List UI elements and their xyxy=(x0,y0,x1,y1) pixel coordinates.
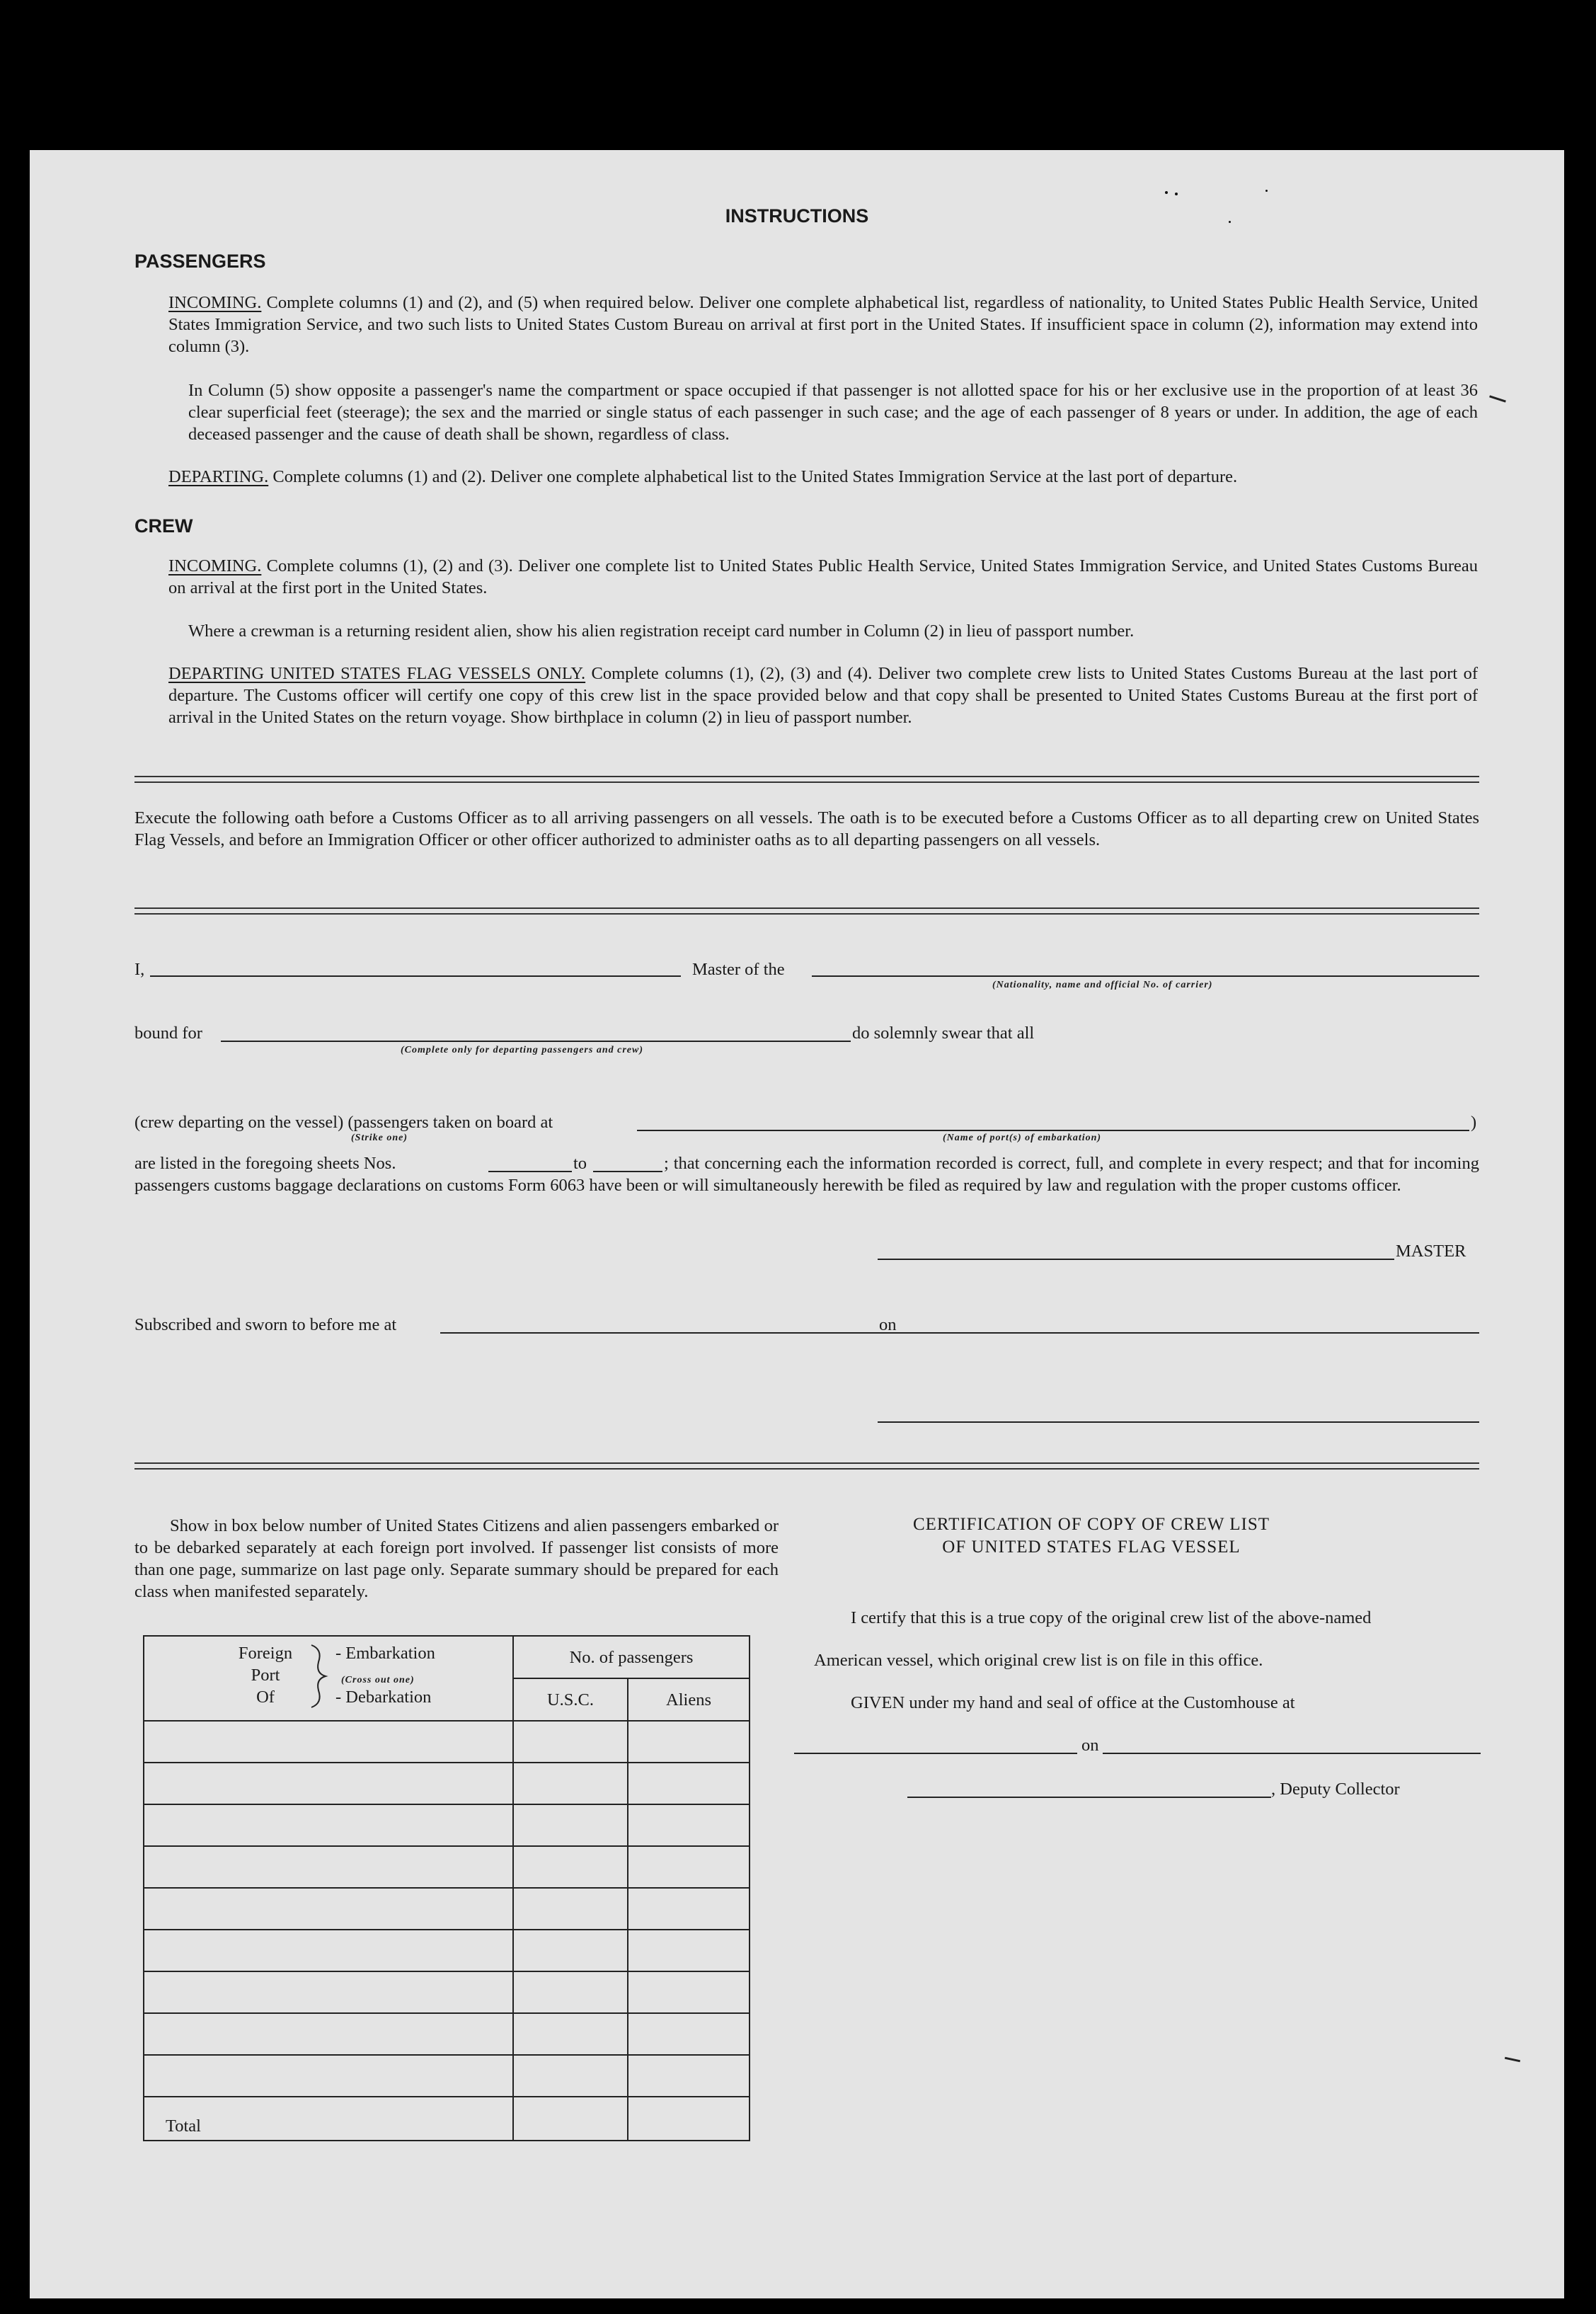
aliens-cell[interactable] xyxy=(628,1888,750,1930)
aliens-cell[interactable] xyxy=(628,1763,750,1804)
cert-date-field[interactable] xyxy=(1103,1753,1481,1754)
passengers-column5-paragraph: In Column (5) show opposite a passenger's name the compartment or space occupied if that passenger is not allotted space for his or her exclusive use in the proportion of at least 36 clear superficial feet (steerage); the sex and the married or single status of each passenger in such case; and the age of each passenger of 8 years or under. In addition, the age of each deceased passenger and the cause of death shall be shown, regardless of class. xyxy=(188,381,1478,444)
section-divider-1 xyxy=(134,776,1479,783)
port-cell[interactable] xyxy=(144,1846,513,1888)
aliens-cell[interactable] xyxy=(628,1971,750,2013)
table-row xyxy=(144,1721,750,1763)
listed-prefix: are listed in the foregoing sheets Nos. xyxy=(134,1154,396,1173)
passengers-incoming-text: Complete columns (1) and (2), and (5) when required below. Deliver one complete alphabetical list, regardless of nationality, to United States Public Health Service, United States Immigration Service, and two such lists to United States Custom Bureau on arrival at first port in the United States. If insufficient space in column (2), information may extend into column (3). xyxy=(168,293,1479,356)
usc-cell[interactable] xyxy=(513,1804,628,1846)
passengers-heading: PASSENGERS xyxy=(134,251,266,272)
no-passengers-header: No. of passengers xyxy=(513,1636,750,1678)
oath-instructions: Execute the following oath before a Customs Officer as to all arriving passengers on all vessels. The oath is to be executed before a Customs Officer as to all departing crew on United States Flag Vessels, and before an Immigration Officer or other officer authorized to administer oaths as to all departing passengers on all vessels. xyxy=(134,808,1479,849)
subscribed-date-field[interactable] xyxy=(903,1332,1479,1334)
aliens-total-cell[interactable] xyxy=(628,2097,750,2141)
passenger-summary-table xyxy=(143,1635,750,2141)
port-cell[interactable] xyxy=(144,1888,513,1930)
usc-cell[interactable] xyxy=(513,1763,628,1804)
deputy-label: , Deputy Collector xyxy=(1271,1780,1400,1799)
scan-mark xyxy=(1489,395,1506,402)
aliens-cell[interactable] xyxy=(628,1846,750,1888)
embarkation-label: - Embarkation xyxy=(335,1644,435,1663)
port-cell[interactable] xyxy=(144,1971,513,2013)
scan-speck xyxy=(1175,193,1178,195)
table-row xyxy=(144,2055,750,2097)
table-row xyxy=(144,2013,750,2055)
port-cell[interactable] xyxy=(144,1930,513,1971)
table-row xyxy=(144,1971,750,2013)
section-divider-2 xyxy=(134,907,1479,915)
strike-hint: (Strike one) xyxy=(351,1133,408,1143)
page-title: INSTRUCTIONS xyxy=(725,205,869,227)
aliens-cell[interactable] xyxy=(628,1930,750,1971)
crew-incoming-paragraph xyxy=(168,555,1478,599)
usc-cell[interactable] xyxy=(513,1971,628,2013)
passengers-departing-text: Complete columns (1) and (2). Deliver one complete alphabetical list to the United States Immigration Service at the last port of departure. xyxy=(272,467,1238,486)
subscribed-label: Subscribed and sworn to before me at xyxy=(134,1315,397,1334)
form-page xyxy=(30,150,1564,2298)
given-line: GIVEN under my hand and seal of office at the Customhouse at xyxy=(851,1693,1295,1712)
crew-departing-paragraph xyxy=(168,663,1478,728)
subscribed-on-label: on xyxy=(879,1315,897,1334)
close-paren: ) xyxy=(1471,1113,1477,1132)
listed-to: to xyxy=(573,1154,587,1173)
carrier-hint: (Nationality, name and official No. of carrier) xyxy=(992,980,1213,990)
master-name-field[interactable] xyxy=(150,975,681,977)
crew-departing-line: (crew departing on the vessel) (passengers taken on board at xyxy=(134,1113,553,1132)
crew-departing-text: Complete columns (1), (2), (3) and (4). Deliver two complete crew lists to United States Customs Bureau at the last port of departure. The Customs officer will certify one copy of this crew list in the space provided below and that copy shall be presented to United States Customs Bureau at the first port of arrival in the United States on the return voyage. Show birthplace in column (2) in lieu of passport number. xyxy=(168,664,1478,727)
usc-header: U.S.C. xyxy=(513,1678,628,1721)
usc-cell[interactable] xyxy=(513,1721,628,1763)
port-cell[interactable] xyxy=(144,1763,513,1804)
usc-cell[interactable] xyxy=(513,1888,628,1930)
bound-for-hint: (Complete only for departing passengers and crew) xyxy=(401,1045,643,1055)
crew-incoming-text: Complete columns (1), (2) and (3). Deliver one complete list to United States Public Health Service, United States Immigration Service, and United States Customs Bureau on arrival at the first port in the United States. xyxy=(168,556,1478,597)
master-label: MASTER xyxy=(1396,1242,1466,1261)
scan-speck xyxy=(1229,221,1231,223)
total-label: Total xyxy=(144,2097,513,2141)
col-port: Port xyxy=(251,1666,280,1685)
port-header-cell xyxy=(144,1636,513,1721)
oath-i-label: I, xyxy=(134,960,145,979)
scan-speck xyxy=(1165,191,1168,194)
usc-cell[interactable] xyxy=(513,2013,628,2055)
brace-icon xyxy=(309,1642,330,1710)
swear-label: do solemnly swear that all xyxy=(852,1024,1035,1043)
crew-resident-paragraph: Where a crewman is a returning resident alien, show his alien registration receipt card number in Column (2) in lieu of passport number. xyxy=(188,622,1135,641)
table-row xyxy=(144,1846,750,1888)
master-of-label: Master of the xyxy=(692,960,785,979)
aliens-cell[interactable] xyxy=(628,2013,750,2055)
ports-hint: (Name of port(s) of embarkation) xyxy=(943,1133,1102,1143)
cert-on-label: on xyxy=(1081,1736,1099,1755)
table-row xyxy=(144,1804,750,1846)
port-cell[interactable] xyxy=(144,2055,513,2097)
subscribed-place-field[interactable] xyxy=(440,1332,907,1334)
usc-cell[interactable] xyxy=(513,1930,628,1971)
summary-instructions: Show in box below number of United States Citizens and alien passengers embarked or to be debarked separately at each foreign port involved. If passenger list consists of more than one page, summarize on last page only. Separate summary should be prepared for each class when manifested separately. xyxy=(134,1516,779,1601)
certification-title-line2: OF UNITED STATES FLAG VESSEL xyxy=(942,1537,1241,1557)
crew-departing-label: DEPARTING UNITED STATES FLAG VESSELS ONLY. xyxy=(168,664,586,683)
usc-total-cell[interactable] xyxy=(513,2097,628,2141)
aliens-cell[interactable] xyxy=(628,1721,750,1763)
col-of: Of xyxy=(256,1688,275,1707)
cross-out-hint: (Cross out one) xyxy=(341,1675,415,1685)
passengers-incoming-label: INCOMING. xyxy=(168,293,262,312)
certify-line2: American vessel, which original crew list is on file in this office. xyxy=(814,1651,1263,1670)
usc-cell[interactable] xyxy=(513,1846,628,1888)
table-row xyxy=(144,1888,750,1930)
listed-suffix: ; that concerning each the information recorded is correct, full, and complete in every respect; and that for incoming passengers customs baggage declarations on customs Form 6063 have been or will simultaneously herewith be filed as required by law and regulation with the proper customs officer. xyxy=(134,1154,1479,1195)
table-row xyxy=(144,1930,750,1971)
ports-embarkation-field[interactable] xyxy=(637,1130,1469,1131)
scan-mark xyxy=(1505,2057,1520,2063)
debarkation-label: - Debarkation xyxy=(335,1688,432,1707)
passengers-departing-label: DEPARTING. xyxy=(168,467,269,486)
port-cell[interactable] xyxy=(144,1804,513,1846)
bound-for-label: bound for xyxy=(134,1024,202,1043)
crew-incoming-label: INCOMING. xyxy=(168,556,262,575)
port-cell[interactable] xyxy=(144,2013,513,2055)
passengers-departing-paragraph xyxy=(168,466,1478,488)
deputy-signature-field[interactable] xyxy=(907,1797,1271,1798)
total-row xyxy=(144,2097,750,2141)
customhouse-field[interactable] xyxy=(794,1753,1077,1754)
certification-title-line1: CERTIFICATION OF COPY OF CREW LIST xyxy=(912,1515,1270,1534)
carrier-field[interactable] xyxy=(812,975,1479,977)
table-row xyxy=(144,1763,750,1804)
bound-for-field[interactable] xyxy=(221,1041,851,1042)
col-foreign: Foreign xyxy=(238,1644,293,1663)
passengers-incoming-paragraph xyxy=(168,292,1478,357)
aliens-cell[interactable] xyxy=(628,1804,750,1846)
port-cell[interactable] xyxy=(144,1721,513,1763)
usc-cell[interactable] xyxy=(513,2055,628,2097)
master-signature-field[interactable] xyxy=(878,1259,1394,1260)
officer-signature-field[interactable] xyxy=(878,1421,1479,1423)
aliens-header: Aliens xyxy=(628,1678,750,1721)
crew-heading: CREW xyxy=(134,515,193,537)
aliens-cell[interactable] xyxy=(628,2055,750,2097)
certify-line1: I certify that this is a true copy of the original crew list of the above-named xyxy=(851,1608,1372,1627)
scan-speck xyxy=(1265,190,1268,192)
section-divider-3 xyxy=(134,1462,1479,1470)
